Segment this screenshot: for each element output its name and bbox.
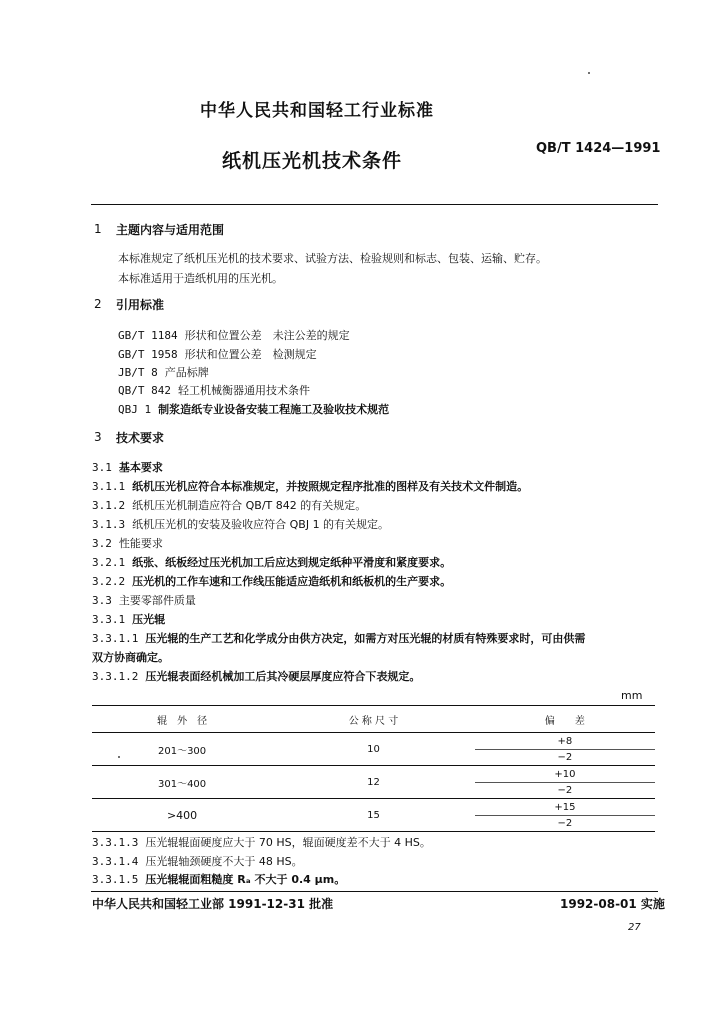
clause-number: 3.2.1	[92, 556, 126, 569]
clause	[92, 834, 431, 850]
table-row	[92, 766, 655, 799]
nominal-cell: 15	[272, 799, 475, 832]
table-header-row	[92, 706, 655, 733]
deviation-cell	[475, 799, 655, 832]
clause-number: 3.1.3	[92, 518, 126, 531]
clause-number: 3.1	[92, 461, 112, 474]
clause	[92, 497, 366, 513]
clause-number: 3.2.2	[92, 575, 126, 588]
section-1-number: 1	[94, 222, 102, 236]
clause	[92, 478, 528, 494]
clause-text: 性能要求	[118, 537, 163, 550]
document-title: 纸机压光机技术条件	[222, 150, 403, 172]
clause-text: 纸机压光机制造应符合 QB/T 842 的有关规定。	[132, 499, 367, 512]
clause	[92, 554, 451, 570]
clause	[92, 853, 303, 869]
implementation-date: 1992-08-01 实施	[560, 897, 665, 911]
clause-text: 纸机压光机的安装及验收应符合 QBJ 1 的有关规定。	[132, 518, 390, 531]
table-unit: mm	[621, 689, 643, 702]
column-header-deviation: 偏 差	[475, 706, 655, 733]
clause-number: 3.3.1.5	[92, 873, 139, 886]
reference-code: QB/T 842	[118, 384, 171, 397]
clause-text: 压光辊的生产工艺和化学成分由供方决定，如需方对压光辊的材质有特殊要求时，可由供需	[145, 632, 586, 645]
nominal-cell: 12	[272, 766, 475, 799]
clause-text: 纸机压光机应符合本标准规定，并按照规定程序批准的图样及有关技术文件制造。	[132, 480, 529, 493]
reference-code: GB/T 1958	[118, 348, 178, 361]
column-header-diameter: 辊 外 径	[92, 706, 272, 733]
section-1-title: 主题内容与适用范围	[116, 223, 225, 237]
lower-deviation: −2	[557, 817, 573, 829]
reference-text: 形状和位置公差 未注公差的规定	[184, 329, 350, 342]
section-2-title: 引用标准	[116, 298, 165, 312]
reference-text: 产品标牌	[164, 366, 209, 379]
section-1-paragraph-2: 本标准适用于造纸机用的压光机。	[118, 272, 283, 285]
clause-number: 3.3.1.3	[92, 836, 139, 849]
clause	[92, 668, 420, 684]
footer-divider	[91, 891, 658, 892]
section-3-title: 技术要求	[116, 431, 165, 445]
chill-layer-thickness-table	[92, 705, 655, 832]
reference-item	[118, 382, 310, 398]
clause-continuation: 双方协商确定。	[92, 651, 169, 664]
reference-item	[118, 364, 209, 380]
section-2-number: 2	[94, 297, 102, 311]
clause-number: 3.3	[92, 594, 112, 607]
reference-code: QBJ 1	[118, 403, 152, 416]
clause	[92, 535, 163, 551]
reference-code: GB/T 1184	[118, 329, 178, 342]
clause-text: 压光辊辊面硬度应大于 70 HS，辊面硬度差不大于 4 HS。	[145, 836, 431, 849]
standard-code: QB/T 1424—1991	[536, 141, 661, 156]
upper-deviation: +15	[475, 800, 655, 816]
clause	[92, 630, 585, 646]
clause-number: 3.3.1.4	[92, 855, 139, 868]
clause-text: 主要零部件质量	[118, 594, 196, 607]
standard-organization-header: 中华人民共和国轻工行业标准	[200, 101, 434, 121]
clause-number: 3.3.1.1	[92, 632, 139, 645]
diameter-cell: 301～400	[92, 766, 272, 799]
diameter-cell: >400	[92, 799, 272, 832]
clause	[92, 573, 451, 589]
upper-deviation: +8	[475, 734, 655, 750]
reference-item	[118, 346, 317, 362]
section-1-paragraph-1: 本标准规定了纸机压光机的技术要求、试验方法、检验规则和标志、包装、运输、贮存。	[118, 252, 547, 265]
clause-number: 3.1.1	[92, 480, 126, 493]
approval-line: 中华人民共和国轻工业部 1991-12-31 批准	[92, 897, 334, 911]
scan-speck	[588, 72, 590, 74]
upper-deviation: +10	[475, 767, 655, 783]
clause	[92, 459, 163, 475]
clause-text: 压光辊表面经机械加工后其冷硬层厚度应符合下表规定。	[145, 670, 421, 683]
clause	[92, 611, 165, 627]
clause-number: 3.2	[92, 537, 112, 550]
clause-text: 纸张、纸板经过压光机加工后应达到规定纸种平滑度和紧度要求。	[132, 556, 452, 569]
table-row	[92, 799, 655, 832]
clause	[92, 516, 389, 532]
reference-code: JB/T 8	[118, 366, 158, 379]
column-header-nominal: 公 称 尺 寸	[272, 706, 475, 733]
header-divider	[91, 204, 658, 205]
clause-text: 压光辊轴颈硬度不大于 48 HS。	[145, 855, 303, 868]
page-number: 27	[628, 922, 641, 933]
lower-deviation: −2	[557, 751, 573, 763]
clause	[92, 871, 345, 887]
clause-text: 压光辊辊面粗糙度 Rₐ 不大于 0.4 μm。	[145, 873, 346, 886]
clause-text: 压光机的工作车速和工作线压能适应造纸机和纸板机的生产要求。	[132, 575, 452, 588]
deviation-cell	[475, 766, 655, 799]
section-3-number: 3	[94, 430, 102, 444]
reference-item	[118, 401, 389, 417]
lower-deviation: −2	[557, 784, 573, 796]
diameter-cell: 201～300	[92, 733, 272, 766]
clause-number: 3.1.2	[92, 499, 126, 512]
clause-number: 3.3.1	[92, 613, 126, 626]
reference-text: 制浆造纸专业设备安装工程施工及验收技术规范	[158, 403, 390, 416]
table-row	[92, 733, 655, 766]
clause	[92, 592, 196, 608]
reference-text: 形状和位置公差 检测规定	[184, 348, 317, 361]
clause-text: 压光辊	[132, 613, 166, 626]
reference-item	[118, 327, 350, 343]
nominal-cell: 10	[272, 733, 475, 766]
scan-speck	[118, 756, 120, 758]
clause-text: 基本要求	[118, 461, 163, 474]
deviation-cell	[475, 733, 655, 766]
reference-text: 轻工机械衡器通用技术条件	[177, 384, 310, 397]
clause-number: 3.3.1.2	[92, 670, 139, 683]
